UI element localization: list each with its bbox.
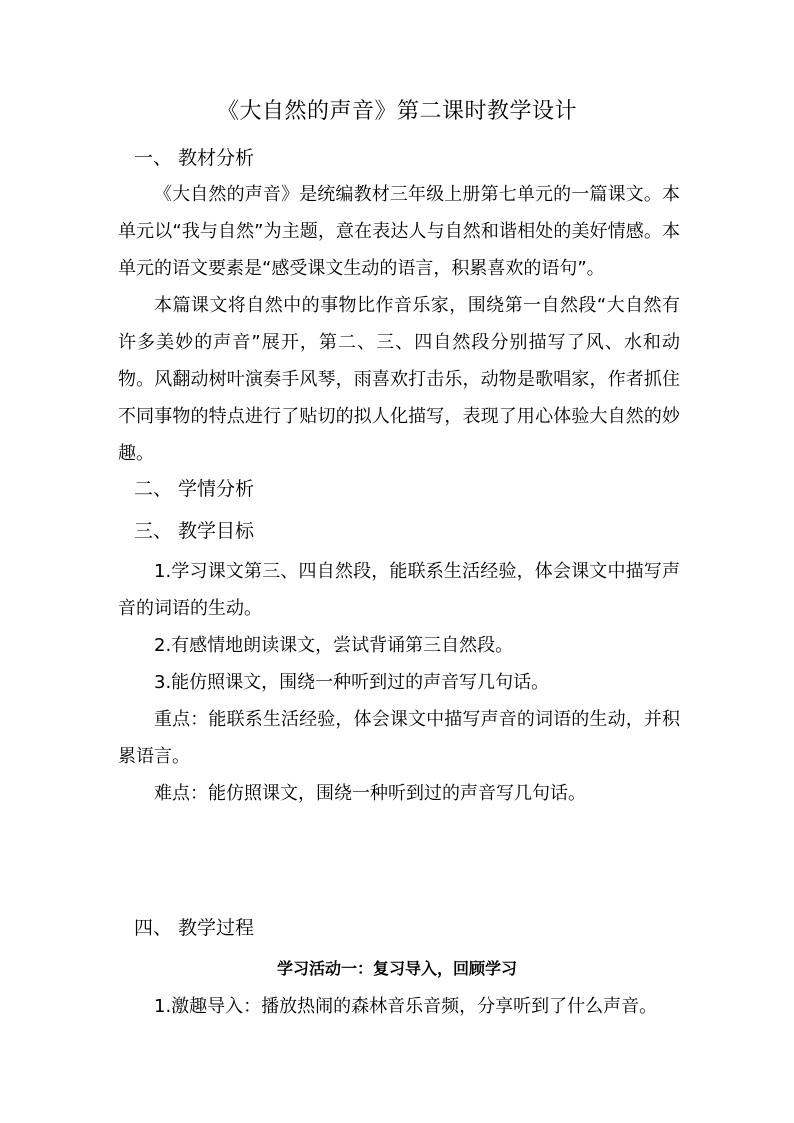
section-heading-teaching-process: 四、 教学过程 [134, 917, 255, 939]
goal-item-1: 1.学习课文第三、四自然段，能联系生活经验，体会课文中描写声音的词语的生动。 [118, 561, 680, 619]
goal-item-3: 3.能仿照课文，围绕一种听到过的声音写几句话。 [154, 672, 550, 693]
goal-item-2: 2.有感情地朗读课文，尝试背诵第三自然段。 [154, 635, 514, 656]
section-material-analysis-body [118, 176, 680, 472]
section-teaching-process-body [118, 988, 680, 1025]
section-teaching-goals-body [118, 553, 680, 812]
section-heading-material-analysis: 一、 教材分析 [134, 147, 255, 169]
section-heading-teaching-goals: 三、 教学目标 [134, 520, 255, 542]
paragraph-unit-intro: 《大自然的声音》是统编教材三年级上册第七单元的一篇课文。本单元以“我与自然”为主题，意在表达人与自然和谐相处的美好情感。本单元的语文要素是“感受课文生动的语言，积累喜欢的语句”。 [118, 184, 680, 279]
key-point: 重点：能联系生活经验，体会课文中描写声音的词语的生动，并积累语言。 [118, 709, 680, 767]
document-title: 《大自然的声音》第二课时教学设计 [216, 99, 577, 124]
activity-title: 学习活动一：复习导入，回顾学习 [276, 959, 517, 978]
difficulty-point: 难点：能仿照课文，围绕一种听到过的声音写几句话。 [154, 783, 586, 804]
process-step-1: 1.激趣导入：播放热闹的森林音乐音频，分享听到了什么声音。 [154, 996, 658, 1017]
section-heading-student-analysis: 二、 学情分析 [134, 478, 255, 500]
paragraph-text-analysis: 本篇课文将自然中的事物比作音乐家，围绕第一自然段“大自然有许多美妙的声音”展开，第二、三、四自然段分别描写了风、水和动物。风翻动树叶演奏手风琴，雨喜欢打击乐，动物是歌唱家，作者抓住不同事物的特点进行了贴切的拟人化描写，表现了用心体验大自然的妙趣。 [118, 295, 680, 464]
